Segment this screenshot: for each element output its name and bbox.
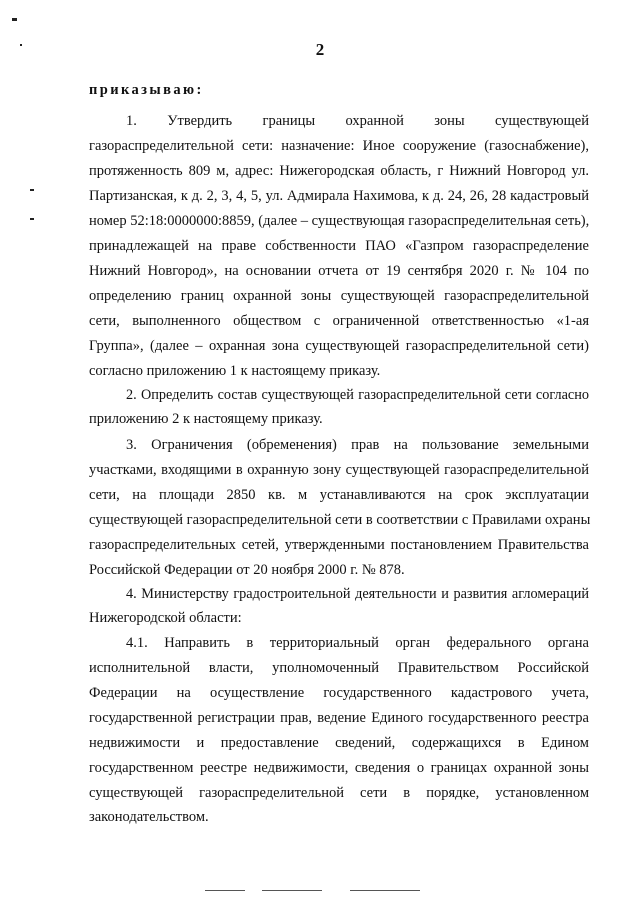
scan-rule bbox=[262, 890, 322, 891]
scan-mark bbox=[30, 189, 34, 191]
text-line: существующей газораспределительной сети в порядке, установленном bbox=[89, 785, 589, 801]
text-line: 3. Ограничения (обременения) прав на пользование земельными bbox=[126, 437, 589, 453]
order-heading: приказываю: bbox=[89, 82, 204, 98]
text-line: Федерации на осуществление государственного кадастрового учета, bbox=[89, 685, 589, 701]
text-line: Группа», (далее – охранная зона существующей газораспределительной сети) bbox=[89, 338, 589, 354]
text-line: Российской Федерации от 20 ноября 2000 г. № 878. bbox=[89, 562, 405, 578]
text-line: газораспределительных сетей, утвержденными постановлением Правительства bbox=[89, 537, 589, 553]
text-line: 1. Утвердить границы охранной зоны существующей bbox=[126, 113, 589, 129]
text-line: сети, выполненного обществом с ограниченной ответственностью «1-ая bbox=[89, 313, 589, 329]
text-line: существующей газораспределительной сети в соответствии с Правилами охраны bbox=[89, 512, 591, 528]
page-number: 2 bbox=[315, 40, 325, 59]
text-line: законодательством. bbox=[89, 809, 209, 825]
text-line: газораспределительной сети: назначение: Иное сооружение (газоснабжение), bbox=[89, 138, 589, 154]
text-line: Партизанская, к д. 2, 3, 4, 5, ул. Адмирала Нахимова, к д. 24, 26, 28 кадастровый bbox=[89, 188, 589, 204]
scan-rule bbox=[205, 890, 245, 891]
text-line: недвижимости и предоставление сведений, содержащихся в Едином bbox=[89, 735, 589, 751]
text-line: участками, входящими в охранную зону существующей газораспределительной bbox=[89, 462, 589, 478]
scan-mark bbox=[30, 218, 34, 220]
text-line: Нижний Новгород», на основании отчета от 19 сентября 2020 г. № 104 по bbox=[89, 263, 589, 279]
text-line: принадлежащей на праве собственности ПАО «Газпром газораспределение bbox=[89, 238, 589, 254]
text-line: государственной регистрации прав, ведение Единого государственного реестра bbox=[89, 710, 589, 726]
text-line: номер 52:18:0000000:8859, (далее – существующая газораспределительная сеть), bbox=[89, 213, 590, 229]
scan-mark bbox=[12, 18, 17, 21]
text-line: протяженность 809 м, адрес: Нижегородская область, г Нижний Новгород ул. bbox=[89, 163, 589, 179]
text-line: Нижегородской области: bbox=[89, 610, 242, 626]
text-line: 4. Министерству градостроительной деятельности и развития агломераций bbox=[126, 586, 589, 602]
text-line: определению границ охранной зоны существующей газораспределительной bbox=[89, 288, 589, 304]
text-line: 4.1. Направить в территориальный орган федерального органа bbox=[126, 635, 589, 651]
text-line: согласно приложению 1 к настоящему приказу. bbox=[89, 363, 381, 379]
text-line: государственном реестре недвижимости, сведения о границах охранной зоны bbox=[89, 760, 589, 776]
text-line: сети, на площади 2850 кв. м устанавливаются на срок эксплуатации bbox=[89, 487, 589, 503]
text-line: исполнительной власти, уполномоченный Правительством Российской bbox=[89, 660, 589, 676]
scan-rule bbox=[350, 890, 420, 891]
text-line: 2. Определить состав существующей газораспределительной сети согласно bbox=[126, 387, 589, 403]
text-line: приложению 2 к настоящему приказу. bbox=[89, 411, 323, 427]
